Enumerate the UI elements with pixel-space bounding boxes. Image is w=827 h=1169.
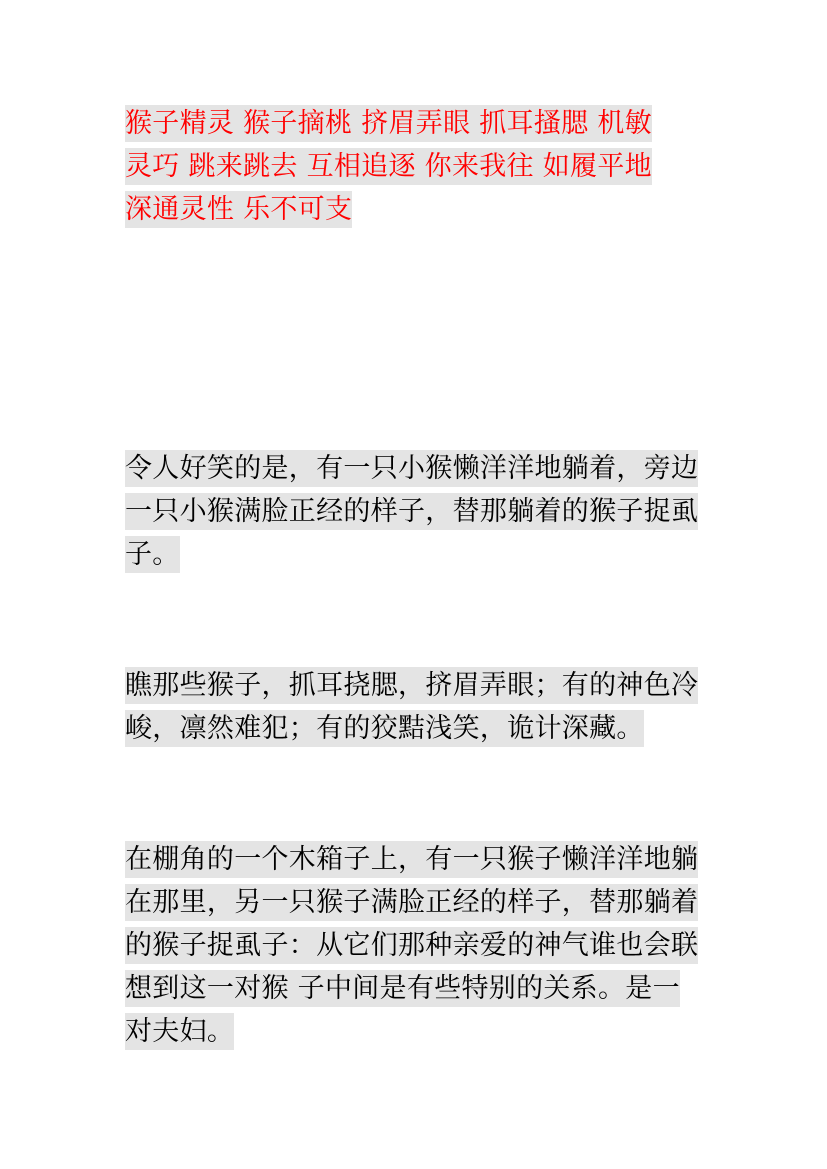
highlighted-text: 一只小猴满脸正经的样子，替那躺着的猴子捉虱 [125, 493, 698, 530]
highlighted-text: 猴子精灵 猴子摘桃 挤眉弄眼 抓耳搔腮 机敏 [125, 105, 652, 142]
highlighted-text: 的猴子捉虱子：从它们那种亲爱的神气谁也会联 [125, 927, 698, 964]
highlighted-text: 深通灵性 乐不可支 [125, 191, 352, 228]
text-line [125, 145, 715, 188]
highlighted-text: 在那里，另一只猴子满脸正经的样子，替那躺着 [125, 884, 698, 921]
text-line [125, 924, 715, 967]
highlighted-text: 子。 [125, 536, 180, 573]
body-paragraph-3 [125, 838, 715, 1053]
text-line [125, 447, 715, 490]
body-paragraph-1 [125, 447, 715, 576]
text-line [125, 102, 715, 145]
highlighted-text: 在棚角的一个木箱子上，有一只猴子懒洋洋地躺 [125, 841, 698, 878]
highlighted-text: 想到这一对猴 子中间是有些特别的关系。是一 [125, 970, 680, 1007]
highlighted-text: 对夫妇。 [125, 1013, 234, 1050]
text-line [125, 1010, 715, 1053]
body-paragraph-2 [125, 664, 715, 750]
highlighted-text: 灵巧 跳来跳去 互相追逐 你来我往 如履平地 [125, 148, 652, 185]
text-line [125, 490, 715, 533]
text-line [125, 188, 715, 231]
text-line [125, 967, 715, 1010]
highlighted-text: 瞧那些猴子，抓耳挠腮，挤眉弄眼；有的神色冷 [125, 667, 698, 704]
keyword-paragraph [125, 102, 715, 231]
highlighted-text: 峻，凛然难犯；有的狡黠浅笑，诡计深藏。 [125, 710, 644, 747]
highlighted-text: 令人好笑的是，有一只小猴懒洋洋地躺着，旁边 [125, 450, 698, 487]
text-line [125, 664, 715, 707]
text-line [125, 838, 715, 881]
text-line [125, 533, 715, 576]
text-line [125, 881, 715, 924]
text-line [125, 707, 715, 750]
